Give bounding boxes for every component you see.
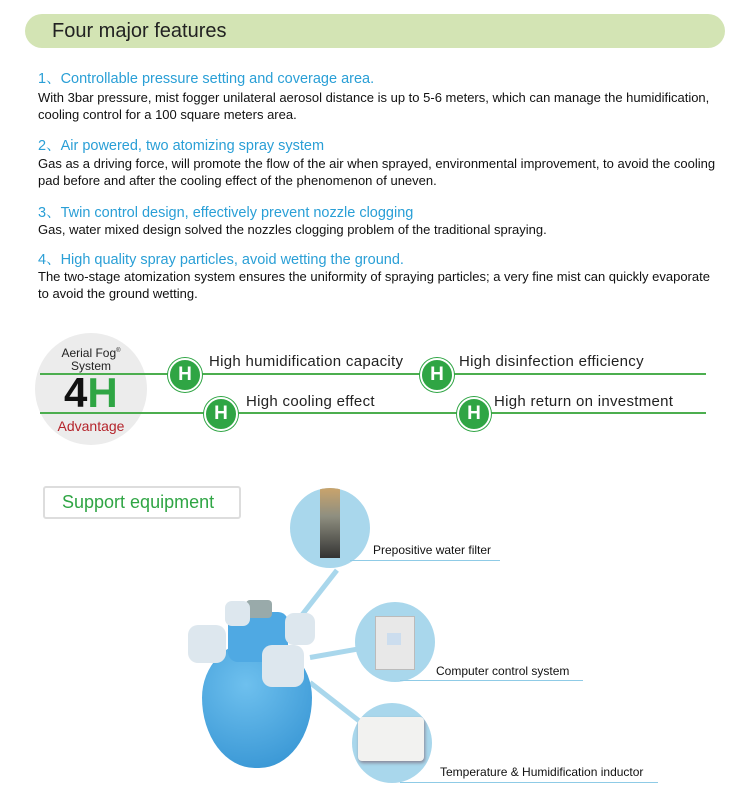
nozzle	[188, 625, 226, 663]
equipment-label: Computer control system	[436, 664, 570, 678]
water-filter-image	[290, 488, 370, 568]
control-box-image	[355, 602, 435, 682]
support-title: Support equipment	[43, 486, 241, 519]
feature-body: The two-stage atomization system ensures the uniformity of spraying particles; a very fine mist can quickly evaporate to avoid the ground wetting.	[38, 269, 710, 301]
four-h-logo: 4H	[64, 369, 118, 416]
feature-body: Gas, water mixed design solved the nozzles clogging problem of the traditional spraying.	[38, 222, 547, 237]
advantage-item: High humidification capacity	[209, 353, 404, 370]
feature-heading: 4、High quality spray particles, avoid wetting the ground.	[38, 252, 404, 268]
label-underline	[350, 560, 500, 561]
h-badge-icon: H	[420, 358, 454, 392]
nozzle	[285, 613, 315, 645]
divider-line	[40, 373, 706, 375]
nozzle	[225, 601, 250, 626]
equipment-label: Temperature & Humidification inductor	[440, 765, 644, 779]
system-label: Aerial Fog® System	[61, 346, 121, 373]
header-banner	[25, 14, 725, 48]
connector-line	[298, 569, 339, 619]
equipment-label: Prepositive water filter	[373, 543, 492, 557]
sensor-image	[352, 703, 432, 783]
page-title: Four major features	[52, 20, 227, 42]
advantage-item: High return on investment	[494, 393, 674, 410]
advantage-item: High disinfection efficiency	[459, 353, 644, 370]
feature-heading: 3、Twin control design, effectively prevent nozzle clogging	[38, 205, 414, 221]
nozzle	[262, 645, 304, 687]
advantage-item: High cooling effect	[246, 393, 375, 410]
label-underline	[400, 680, 583, 681]
h-badge-icon: H	[204, 397, 238, 431]
h-badge-icon: H	[168, 358, 202, 392]
advantage-label: Advantage	[57, 418, 125, 434]
h-badge-icon: H	[457, 397, 491, 431]
feature-body: With 3bar pressure, mist fogger unilateral aerosol distance is up to 5-6 meters, which can manage the humidification, cooling control for a 100 square meters area.	[38, 90, 710, 122]
feature-heading: 1、Controllable pressure setting and coverage area.	[38, 71, 375, 87]
divider-line	[40, 412, 706, 414]
label-underline	[400, 782, 658, 783]
feature-heading: 2、Air powered, two atomizing spray system	[38, 138, 325, 154]
feature-body: Gas as a driving force, will promote the flow of the air when sprayed, environmental improvement, to avoid the cooling pad before and after the cooling effect of the phenomenon of uneven.	[38, 156, 716, 188]
